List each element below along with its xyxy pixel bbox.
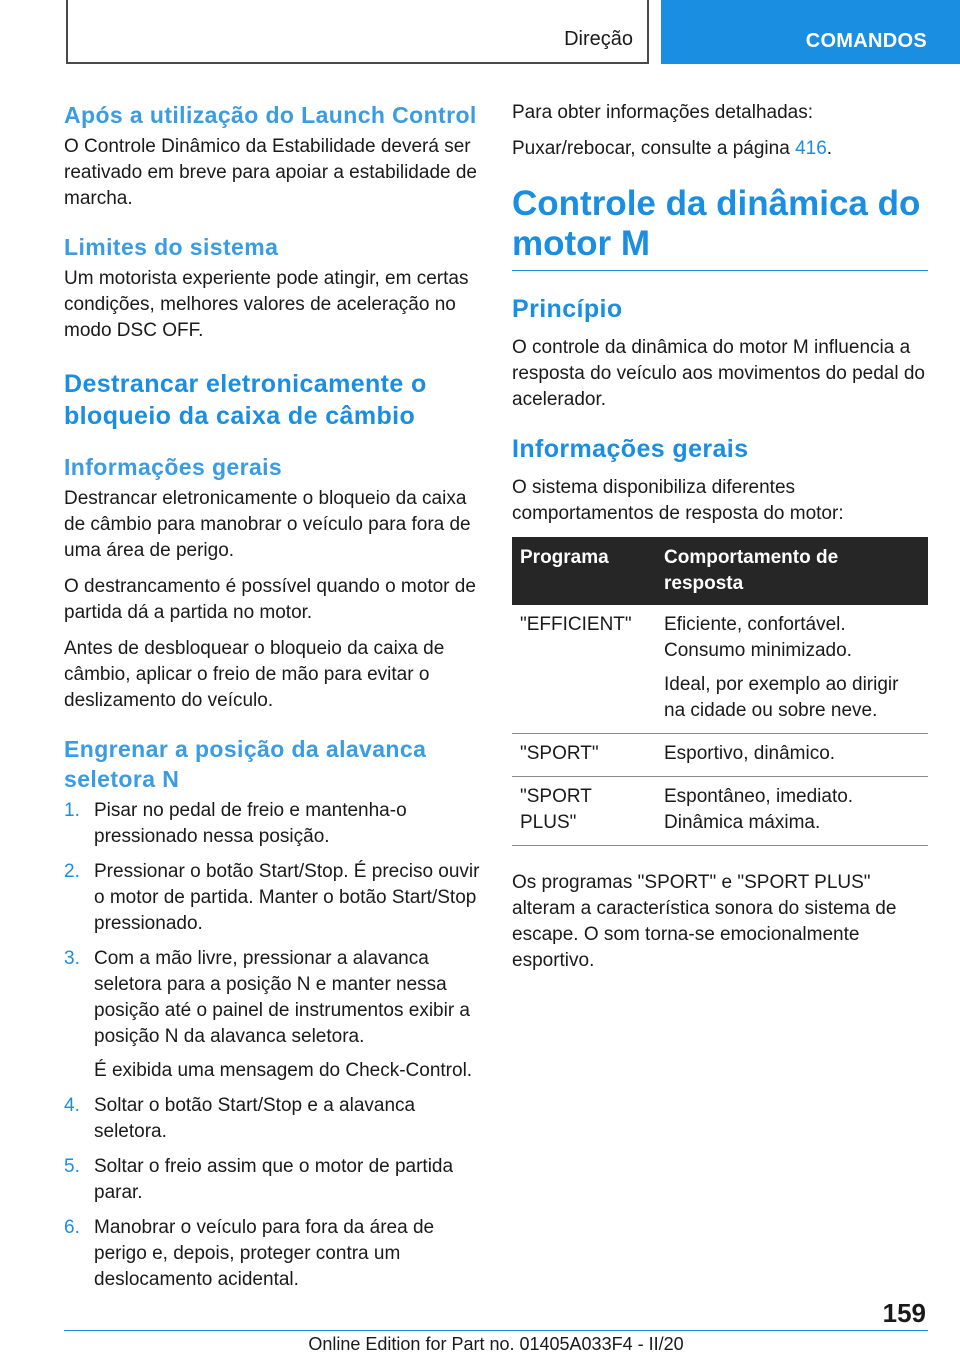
paragraph: O destrancamento é possível quando o motor de partida dá a partida no motor. (64, 576, 476, 623)
step-text: Manobrar o veículo para fora da área de perigo e, depois, proteger contra um deslocamento acidental. (94, 1217, 435, 1290)
paragraph: O Controle Dinâmico da Estabilidade deverá ser reativado em breve para apoiar a estabilidade de marcha. (64, 136, 477, 209)
step-note: É exibida uma mensagem do Check-Control. (94, 1060, 473, 1081)
right-column (512, 100, 928, 984)
steps-list (64, 798, 480, 1293)
page-number: 159 (882, 1298, 926, 1328)
paragraph: Destrancar eletronicamente o bloqueio da caixa de câmbio para manobrar o veículo para fora de uma área de perigo. (64, 488, 471, 561)
list-item (64, 798, 480, 850)
description-text: Eficiente, confortável. Consumo minimizado. (664, 614, 852, 661)
table-row (512, 734, 928, 777)
step-text: Pisar no pedal de freio e mantenha-o pressionado nessa posição. (94, 800, 407, 847)
step-number: 3. (64, 948, 80, 969)
header-chapter-title: COMANDOS (805, 30, 927, 52)
step-number: 4. (64, 1095, 80, 1116)
section-title-engage-neutral: Engrenar a posição da alavanca seletora N (64, 736, 427, 792)
list-item (64, 859, 480, 937)
step-text: Soltar o botão Start/Stop e a alavanca seletora. (94, 1095, 416, 1142)
table-row (512, 777, 928, 846)
paragraph: Antes de desbloquear o bloqueio da caixa de câmbio, aplicar o freio de mão para evitar o deslizamento do veículo. (64, 638, 445, 711)
list-item (64, 1215, 480, 1293)
description-cell (656, 605, 928, 734)
chapter-title-m-engine-dynamics: Controle da dinâmica do motor M (512, 184, 928, 271)
header-section-title: Direção (564, 28, 633, 50)
step-number: 2. (64, 861, 80, 882)
section-title-general-info: Informações gerais (64, 454, 283, 480)
page-link[interactable]: 416 (795, 138, 827, 159)
section-title-general-info-right: Informações gerais (512, 435, 749, 463)
paragraph: Para obter informações detalhadas: (512, 102, 814, 123)
section-title-after-launch-control: Após a utilização do Launch Control (64, 102, 477, 128)
footer-divider (64, 1330, 928, 1331)
section-title-principle: Princípio (512, 295, 623, 323)
step-text: Pressionar o botão Start/Stop. É preciso ouvir o motor de partida. Manter o botão Start/Stop pressionado. (94, 861, 480, 934)
description-text: Espontâneo, imediato. Dinâmica máxima. (664, 786, 854, 833)
program-table (512, 537, 928, 846)
step-number: 1. (64, 800, 80, 821)
section-title-unlock-transmission: Destrancar eletronicamente o bloqueio da caixa de câmbio (64, 370, 427, 430)
header-chapter-box (661, 0, 960, 64)
table-row (512, 605, 928, 734)
program-cell: "EFFICIENT" (512, 605, 656, 734)
header-section-box (66, 0, 649, 64)
paragraph: O controle da dinâmica do motor M influencia a resposta do veículo aos movimentos do pedal do acelerador. (512, 337, 925, 410)
list-item (64, 946, 480, 1084)
paragraph: O sistema disponibiliza diferentes comportamentos de resposta do motor: (512, 477, 844, 524)
description-cell (656, 777, 928, 846)
footer-edition: Online Edition for Part no. 01405A033F4 - II/20 (308, 1334, 684, 1354)
table-header-row (512, 537, 928, 605)
cross-reference-text: Puxar/rebocar, consulte a página (512, 138, 796, 159)
column-header-behavior: Comportamento de resposta (656, 537, 928, 605)
description-cell (656, 734, 928, 777)
cross-reference-end: . (826, 138, 833, 159)
step-text: Soltar o freio assim que o motor de partida parar. (94, 1156, 454, 1203)
paragraph: Os programas "SPORT" e "SPORT PLUS" alteram a característica sonora do sistema de escape. O som torna-se emocionalmente esportivo. (512, 872, 897, 971)
description-text: Esportivo, dinâmico. (664, 743, 836, 764)
list-item (64, 1154, 480, 1206)
left-column (64, 100, 480, 1302)
paragraph: Um motorista experiente pode atingir, em certas condições, melhores valores de aceleração no modo DSC OFF. (64, 268, 469, 341)
section-title-system-limits: Limites do sistema (64, 234, 279, 260)
column-header-program: Programa (512, 537, 656, 605)
step-number: 5. (64, 1156, 80, 1177)
cross-reference (512, 136, 928, 162)
step-text: Com a mão livre, pressionar a alavanca seletora para a posição N e manter nessa posição até o painel de instrumentos exibir a posição N da alavanca seletora. (94, 948, 471, 1047)
program-cell: "SPORT PLUS" (512, 777, 656, 846)
program-cell: "SPORT" (512, 734, 656, 777)
step-number: 6. (64, 1217, 80, 1238)
description-text: Ideal, por exemplo ao dirigir na cidade ou sobre neve. (664, 674, 899, 721)
list-item (64, 1093, 480, 1145)
